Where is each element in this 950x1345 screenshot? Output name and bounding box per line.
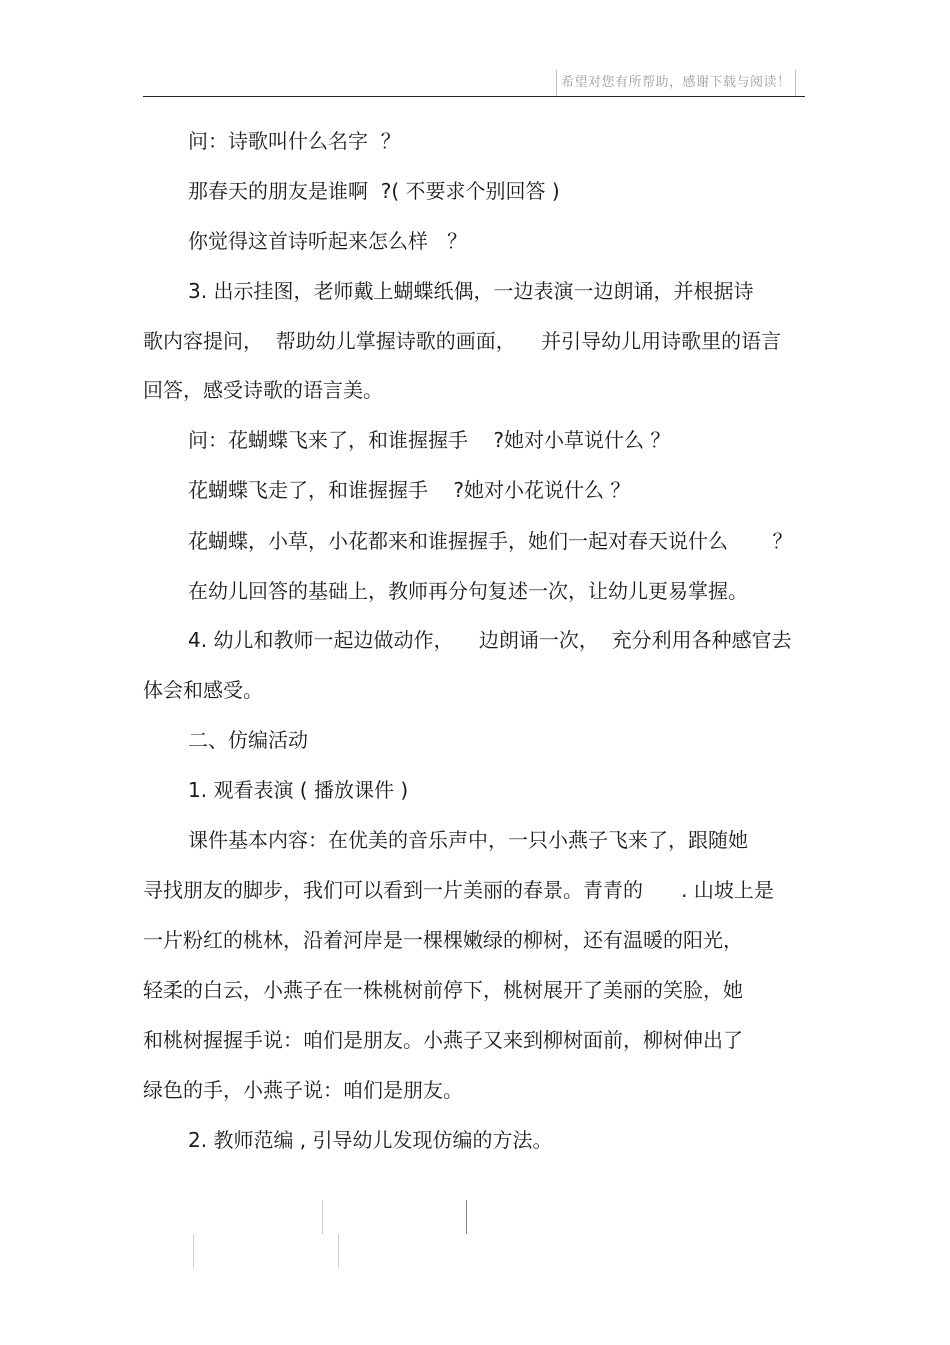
text-line: 和桃树握握手说：咱们是朋友。小燕子又来到柳树面前，柳树伸出了 <box>143 1028 743 1052</box>
text-line: 2. 教师范编 , 引导幼儿发现仿编的方法。 <box>188 1128 553 1152</box>
text-line: 1. 观看表演 ( 播放课件 ) <box>188 778 409 802</box>
text-line: 你觉得这首诗听起来怎么样 ？ <box>188 229 468 253</box>
text-line: 3. 出示挂图，老师戴上蝴蝶纸偶，一边表演一边朗诵，并根据诗 <box>188 279 754 303</box>
text-line: 体会和感受。 <box>143 678 263 702</box>
text-line: 一片粉红的桃林，沿着河岸是一棵棵嫩绿的柳树，还有温暖的阳光， <box>143 928 743 952</box>
text-line: 课件基本内容：在优美的音乐声中，一只小燕子飞来了，跟随她 <box>188 828 748 852</box>
text-line: 回答，感受诗歌的语言美。 <box>143 378 383 402</box>
text-line: 问：诗歌叫什么名字 ？ <box>188 129 401 153</box>
header-note: 希望对您有所帮助，感谢下载与阅读！ <box>556 70 796 96</box>
table-border-stub <box>338 1234 339 1268</box>
text-line: 花蝴蝶飞走了，和谁握握手 ?她对小花说什么 ？ <box>188 478 631 502</box>
text-line: 那春天的朋友是谁啊 ?( 不要求个别回答 ) <box>188 179 560 203</box>
table-border-stub <box>322 1200 323 1234</box>
text-line: 轻柔的白云，小燕子在一株桃树前停下，桃树展开了美丽的笑脸，她 <box>143 978 743 1002</box>
text-line: 歌内容提问， 帮助幼儿掌握诗歌的画面， 并引导幼儿用诗歌里的语言 <box>143 329 782 353</box>
table-border-stub <box>193 1234 194 1268</box>
text-line: 4. 幼儿和教师一起边做动作， 边朗诵一次， 充分利用各种感官去 <box>188 628 792 652</box>
text-line: 绿色的手，小燕子说：咱们是朋友。 <box>143 1078 463 1102</box>
text-line: 问：花蝴蝶飞来了，和谁握握手 ?她对小草说什么 ？ <box>188 428 671 452</box>
text-line: 寻找朋友的脚步，我们可以看到一片美丽的春景。青青的 . 山坡上是 <box>143 878 774 902</box>
text-line: 在幼儿回答的基础上，教师再分句复述一次，让幼儿更易掌握。 <box>188 579 748 603</box>
table-border-stub <box>466 1200 467 1234</box>
text-line: 花蝴蝶，小草，小花都来和谁握握手，她们一起对春天说什么 ？ <box>188 529 793 553</box>
section-heading: 二、仿编活动 <box>188 728 308 752</box>
header-rule <box>143 96 805 97</box>
